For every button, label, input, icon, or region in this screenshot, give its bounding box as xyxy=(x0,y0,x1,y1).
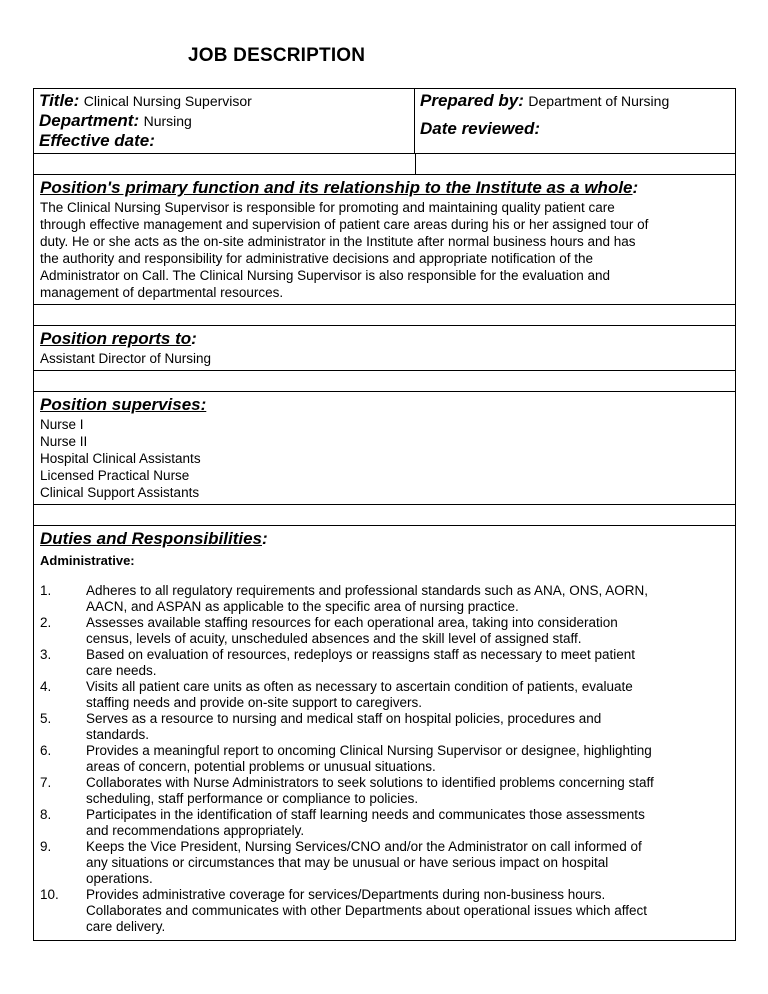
duties-list xyxy=(40,583,729,935)
title-value: Clinical Nursing Supervisor xyxy=(83,93,252,109)
supervises-heading: Position supervises: xyxy=(40,395,207,414)
duty-item xyxy=(40,839,729,887)
duty-text: Provides a meaningful report to oncoming Clinical Nursing Supervisor or designee, highlighting areas of concern, potential problems or unusual situations. xyxy=(86,743,652,774)
header-row xyxy=(34,89,735,154)
department-line xyxy=(39,111,409,131)
reports-to-heading: Position reports to: xyxy=(40,329,197,348)
department-value: Nursing xyxy=(143,113,192,129)
reports-to-section xyxy=(34,326,735,371)
duty-item xyxy=(40,743,729,775)
document-heading: JOB DESCRIPTION xyxy=(188,45,366,66)
department-label: Department: xyxy=(39,111,140,130)
header-right-cell xyxy=(415,89,735,153)
supervises-item: Licensed Practical Nurse xyxy=(40,468,190,483)
duty-number: 7. xyxy=(40,775,52,790)
duty-number: 3. xyxy=(40,647,52,662)
duty-text: Collaborates with Nurse Administrators to seek solutions to identified problems concerning staff scheduling, staff performance or compliance to policies. xyxy=(86,775,654,806)
spacer-row xyxy=(34,305,735,326)
duty-text: Visits all patient care units as often as necessary to ascertain condition of patients, evaluate staffing needs and provide on-site support to caregivers. xyxy=(86,679,633,710)
prepared-by-line xyxy=(420,91,730,111)
spacer-row xyxy=(34,154,735,175)
supervises-section xyxy=(34,392,735,505)
duty-item xyxy=(40,615,729,647)
duty-item xyxy=(40,807,729,839)
title-line xyxy=(39,91,409,111)
duty-number: 5. xyxy=(40,711,52,726)
spacer-row xyxy=(34,505,735,526)
effective-date-label: Effective date: xyxy=(39,131,155,150)
duties-section xyxy=(34,526,735,940)
duty-item xyxy=(40,583,729,615)
duty-item xyxy=(40,711,729,743)
supervises-item: Clinical Support Assistants xyxy=(40,485,200,500)
primary-function-text: The Clinical Nursing Supervisor is responsible for promoting and maintaining quality patient care through effective management and supervision of patient care areas during his or her assigned tour of duty. He or she acts as the on-site administrator in the Institute after normal business hours and has the authority and responsibility for administrative decisions and appropriate notification of the Administrator on Call. The Clinical Nursing Supervisor is also responsible for the evaluation and management of departmental resources. xyxy=(40,200,649,300)
duty-number: 1. xyxy=(40,583,52,598)
duty-number: 8. xyxy=(40,807,52,822)
duty-number: 6. xyxy=(40,743,52,758)
duty-text: Participates in the identification of staff learning needs and communicates those assessments and recommendations appropriately. xyxy=(86,807,645,838)
supervises-item: Nurse II xyxy=(40,434,88,449)
duty-text: Serves as a resource to nursing and medical staff on hospital policies, procedures and standards. xyxy=(86,711,602,742)
duty-item xyxy=(40,775,729,807)
duty-item xyxy=(40,679,729,711)
supervises-item: Nurse I xyxy=(40,417,84,432)
prepared-by-value: Department of Nursing xyxy=(528,93,670,109)
administrative-subheading: Administrative: xyxy=(40,553,135,568)
supervises-item: Hospital Clinical Assistants xyxy=(40,451,201,466)
duty-text: Based on evaluation of resources, redeploys or reassigns staff as necessary to meet patient care needs. xyxy=(86,647,636,678)
date-reviewed-label: Date reviewed: xyxy=(420,119,540,138)
prepared-by-label: Prepared by: xyxy=(420,91,524,110)
duty-text: Assesses available staffing resources for each operational area, taking into consideration census, levels of acuity, unscheduled absences and the skill level of assigned staff. xyxy=(86,615,618,646)
primary-function-heading: Position's primary function and its relationship to the Institute as a whole: xyxy=(40,178,639,197)
duty-number: 2. xyxy=(40,615,52,630)
duty-number: 10. xyxy=(40,887,59,902)
reports-to-value: Assistant Director of Nursing xyxy=(40,351,212,366)
effective-date-line xyxy=(39,131,409,151)
duty-text: Keeps the Vice President, Nursing Services/CNO and/or the Administrator on call informed of any situations or circumstances that may be unusual or have serious impact on hospital operations. xyxy=(86,839,642,886)
date-reviewed-line xyxy=(420,119,730,139)
duty-text: Adheres to all regulatory requirements and professional standards such as ANA, ONS, AORN, AACN, and ASPAN as applicable to the specific area of nursing practice. xyxy=(86,583,649,614)
spacer-row xyxy=(34,371,735,392)
header-left-cell xyxy=(34,89,415,153)
job-description-table xyxy=(33,88,736,941)
duty-item xyxy=(40,647,729,679)
primary-function-section xyxy=(34,175,735,305)
duty-item xyxy=(40,887,729,935)
duty-number: 4. xyxy=(40,679,52,694)
duties-heading: Duties and Responsibilities: xyxy=(40,529,268,548)
duty-text: Provides administrative coverage for services/Departments during non-business hours. Collaborates and communicates with other Departments about operational issues which affect care delivery. xyxy=(86,887,648,934)
duty-number: 9. xyxy=(40,839,52,854)
title-label: Title: xyxy=(39,91,80,110)
